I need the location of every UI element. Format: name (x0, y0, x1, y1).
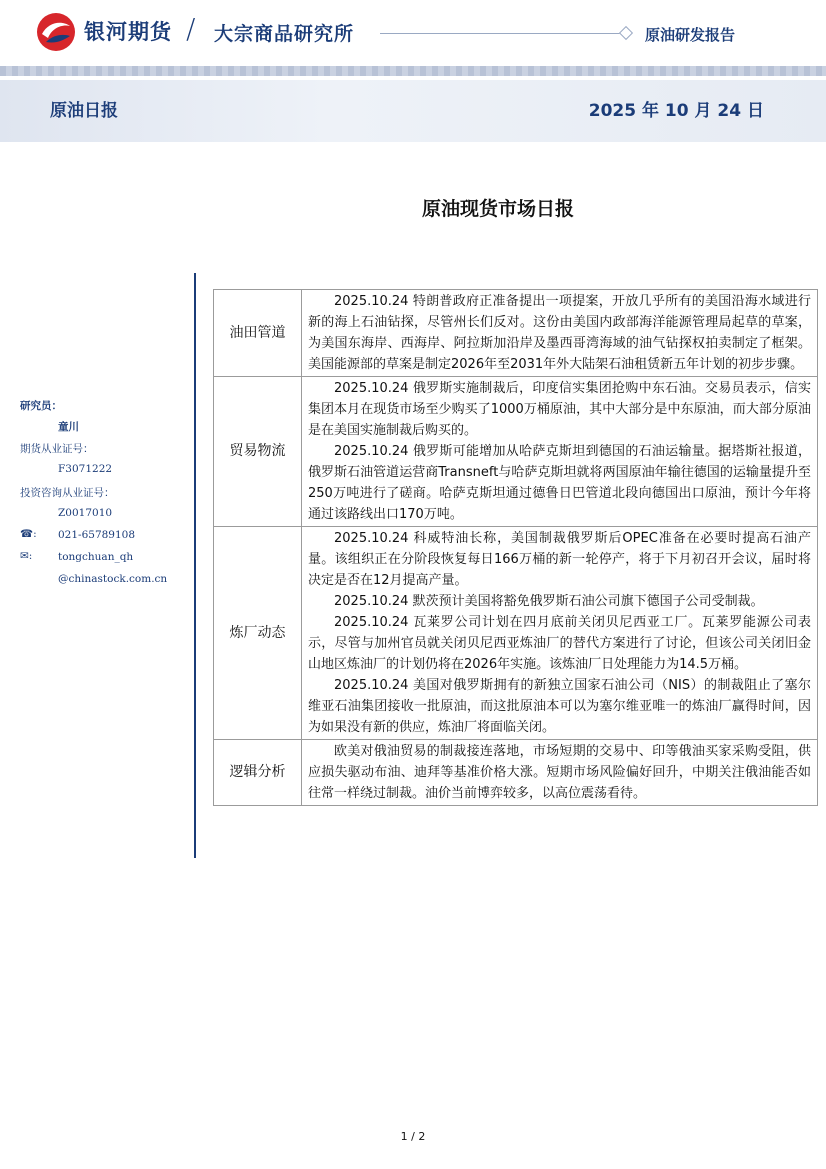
futures-cert-number: F3071222 (58, 463, 113, 475)
category-cell: 炼厂动态 (214, 527, 302, 740)
page-number: 1 / 2 (400, 1130, 426, 1143)
diamond-icon (619, 26, 633, 40)
researcher-label: 研究员： (20, 400, 62, 412)
table-row (214, 377, 818, 527)
news-paragraph: 欧美对俄油贸易的制裁接连落地，市场短期的交易中、印等俄油买家采购受阻，供应损失驱动布油、迪拜等基准价格大涨。短期市场风险偏好回升，中期关注俄油能否如往常一样绕过制裁。油价当前博弈较多，以高位震荡看待。 (308, 744, 811, 801)
email-icon: ✉: (20, 550, 33, 562)
news-paragraph: 2025.10.24 俄罗斯实施制裁后，印度信实集团抢购中东石油。交易员表示，信实集团本月在现货市场至少购买了1000万桶原油，其中大部分是中东原油，而大部分原油是在美国实施制裁后购买的。 (308, 381, 811, 438)
content-cell (302, 527, 818, 740)
news-paragraph: 2025.10.24 俄罗斯可能增加从哈萨克斯坦到德国的石油运输量。据塔斯社报道，俄罗斯石油管道运营商Transneft与哈萨克斯坦就将两国原油年输往德国的运输量提升至250万吨进行了磋商。哈萨克斯坦通过德鲁日巴管道北段向德国出口原油，预计今年将通过该路线出口170万吨。 (308, 444, 811, 522)
sidebar-rule (194, 273, 196, 858)
futures-cert-label: 期货从业证号： (20, 443, 94, 455)
table-row (214, 527, 818, 740)
header-rule (380, 33, 620, 34)
table-row (214, 290, 818, 377)
news-paragraph: 2025.10.24 特朗普政府正准备提出一项提案，开放几乎所有的美国沿海水域进行新的海上石油钻探，尽管州长们反对。这份由美国内政部海洋能源管理局起草的草案，为美国东海岸、西海岸、阿拉斯加沿岸及墨西哥湾海域的油气钻探权拍卖制定了框架。美国能源部的草案是制定2026年至2031年外大陆架石油租赁新五年计划的初步步骤。 (308, 294, 811, 372)
news-paragraph: 2025.10.24 美国对俄罗斯拥有的新独立国家石油公司（NIS）的制裁阻止了塞尔维亚石油集团接收一批原油，而这批原油本可以为塞尔维亚唯一的炼油厂赢得时间，因为如果没有新的供应，炼油厂将面临关闭。 (308, 678, 811, 735)
email-address-line1: tongchuan_qh (58, 551, 134, 563)
news-paragraph: 2025.10.24 科威特油长称，美国制裁俄罗斯后OPEC准备在必要时提高石油产量。该组织正在分阶段恢复每日166万桶的新一轮停产，将于下月初召开会议，届时将决定是否在12月提高产量。 (308, 531, 811, 588)
phone-icon: ☎: (20, 528, 37, 540)
header-stripe (0, 66, 826, 76)
category-cell: 油田管道 (214, 290, 302, 377)
category-cell: 贸易物流 (214, 377, 302, 527)
banner-title: 原油日报 (50, 101, 118, 121)
page-header (0, 0, 826, 66)
report-date: 2025 年 10 月 24 日 (588, 101, 764, 121)
brand-name: 银河期货 (84, 20, 172, 44)
report-type: 原油研发报告 (645, 26, 736, 44)
institute-name: 大宗商品研究所 (214, 23, 355, 45)
phone-number: 021-65789108 (58, 529, 136, 541)
content-cell (302, 740, 818, 806)
document-title: 原油现货市场日报 (421, 198, 574, 220)
content-cell (302, 377, 818, 527)
category-cell: 逻辑分析 (214, 740, 302, 806)
news-paragraph: 2025.10.24 默茨预计美国将豁免俄罗斯石油公司旗下德国子公司受制裁。 (334, 594, 764, 609)
email-address-line2: @chinastock.com.cn (58, 573, 168, 585)
content-cell (302, 290, 818, 377)
advisory-cert-label: 投资咨询从业证号： (20, 487, 115, 499)
header-divider: / (186, 12, 196, 45)
yinhe-logo-icon (36, 12, 76, 52)
researcher-name: 童川 (58, 421, 79, 433)
table-row (214, 740, 818, 806)
market-news-table (213, 289, 818, 806)
advisory-cert-number: Z0017010 (58, 507, 113, 519)
news-paragraph: 2025.10.24 瓦莱罗公司计划在四月底前关闭贝尼西亚工厂。瓦莱罗能源公司表示，尽管与加州官员就关闭贝尼西亚炼油厂的替代方案进行了讨论，但该公司关闭旧金山地区炼油厂的计划仍将在2026年实施。该炼油厂日处理能力为14.5万桶。 (308, 615, 811, 672)
